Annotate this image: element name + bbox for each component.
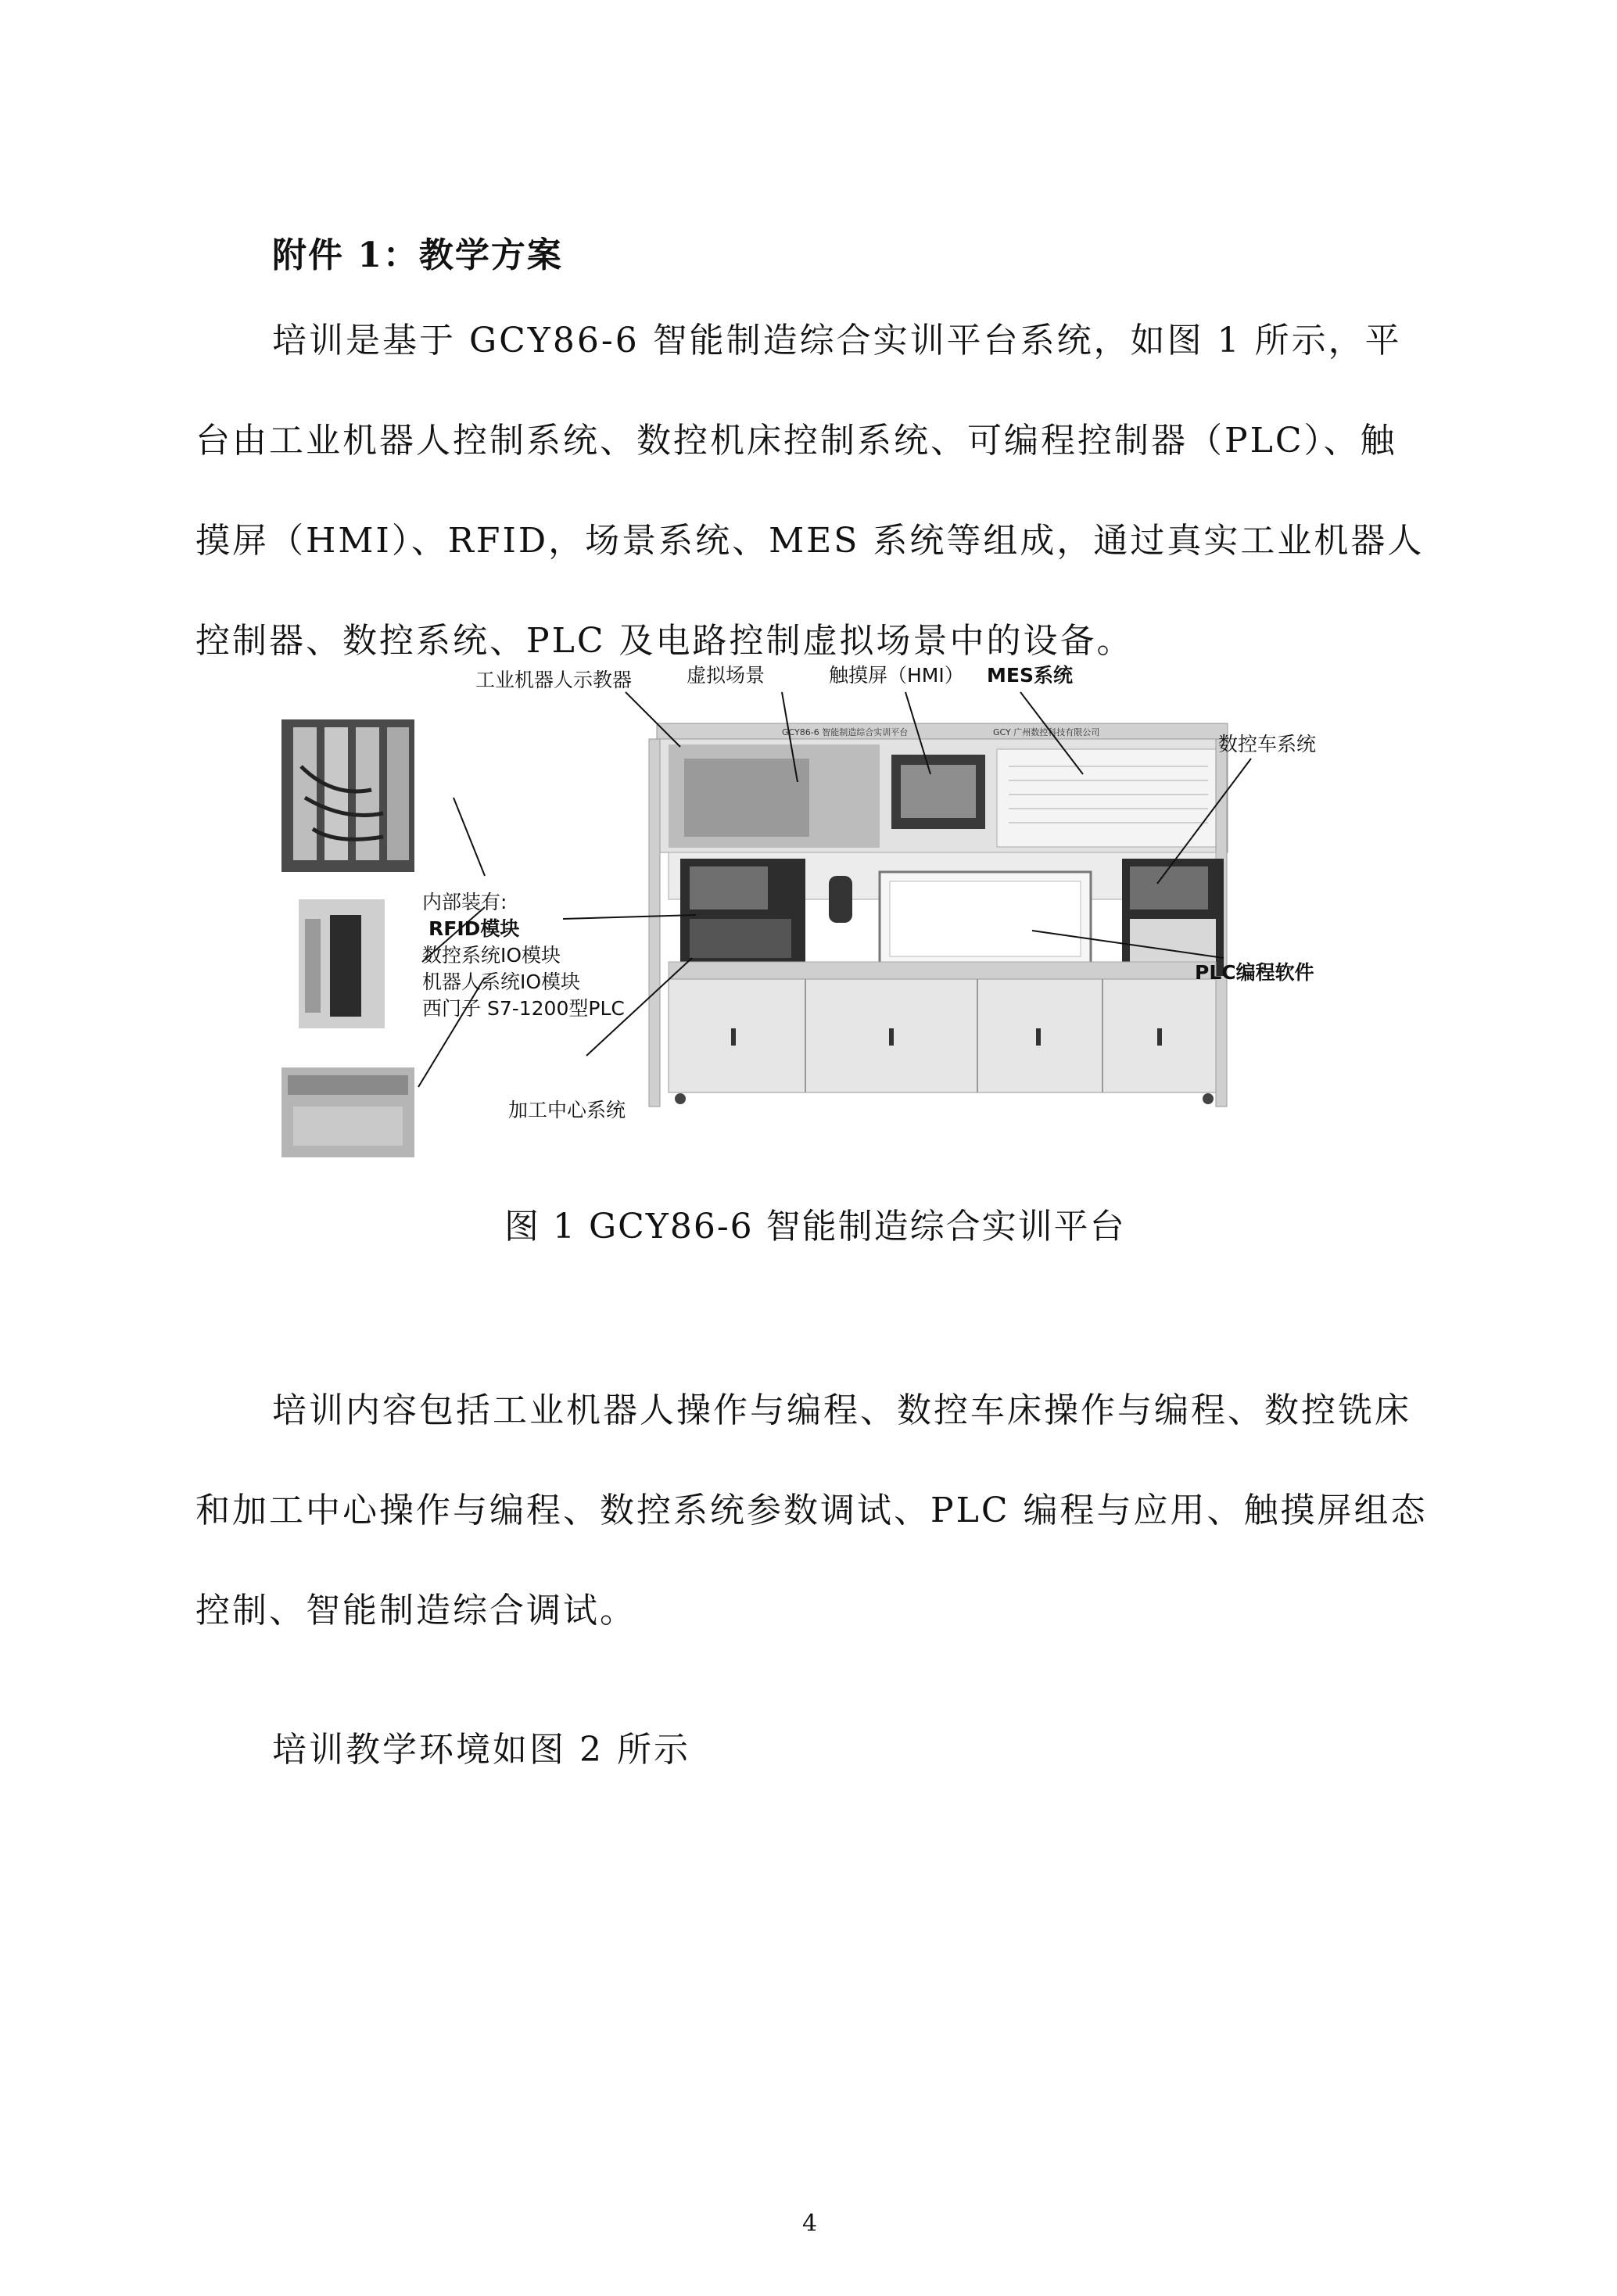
label-internal-item: 西门子 S7-1200型PLC <box>422 997 625 1020</box>
paragraph-intro-text: 培训是基于 GCY86-6 智能制造综合实训平台系统，如图 1 所示，平台由工业机器人控制系统、数控机床控制系统、可编程控制器（PLC）、触摸屏（HMI）、RFID，场景系统、MES 系统等组成，通过真实工业机器人控制器、数控系统、PLC 及电路控制虚拟场景中的设备。 <box>195 321 1425 661</box>
label-plc-software: PLC编程软件 <box>1195 961 1314 984</box>
training-platform-image <box>649 723 1228 1107</box>
label-internal-item: 机器人系统IO模块 <box>422 970 581 993</box>
label-internal-item: RFID模块 <box>428 917 520 940</box>
label-cnc-lathe: 数控车系统 <box>1218 733 1317 755</box>
panel-title: GCY86-6 智能制造综合实训平台 <box>782 727 909 737</box>
module-photo-1 <box>281 719 414 872</box>
label-machining-center: 加工中心系统 <box>508 1099 626 1121</box>
paragraph-environment-text: 培训教学环境如图 2 所示 <box>272 1730 690 1770</box>
figure-1-training-platform <box>258 649 1353 1181</box>
paragraph-content-text: 培训内容包括工业机器人操作与编程、数控车床操作与编程、数控铣床和加工中心操作与编程、数控系统参数调试、PLC 编程与应用、触摸屏组态控制、智能制造综合调试。 <box>195 1390 1428 1631</box>
heading: 附件 1：教学方案 <box>272 235 563 275</box>
plc-photo <box>281 1067 414 1157</box>
page-number: 4 <box>802 2210 818 2237</box>
label-virtual-scene: 虚拟场景 <box>687 664 765 687</box>
brand-label: GCY 广州数控科技有限公司 <box>993 727 1100 737</box>
module-photo-2 <box>299 899 385 1028</box>
paragraph-environment <box>195 1700 1431 1800</box>
label-internal-item: 数控系统IO模块 <box>422 944 561 967</box>
label-hmi: 触摸屏（HMI） <box>829 664 964 687</box>
label-mes: MES系统 <box>987 664 1073 687</box>
paragraph-intro <box>195 291 1431 691</box>
label-internal-title: 内部装有: <box>422 891 507 913</box>
label-teach-pendant: 工业机器人示教器 <box>475 669 633 691</box>
figure-caption: 图 1 GCY86-6 智能制造综合实训平台 <box>504 1207 1126 1247</box>
paragraph-content <box>195 1361 1431 1661</box>
